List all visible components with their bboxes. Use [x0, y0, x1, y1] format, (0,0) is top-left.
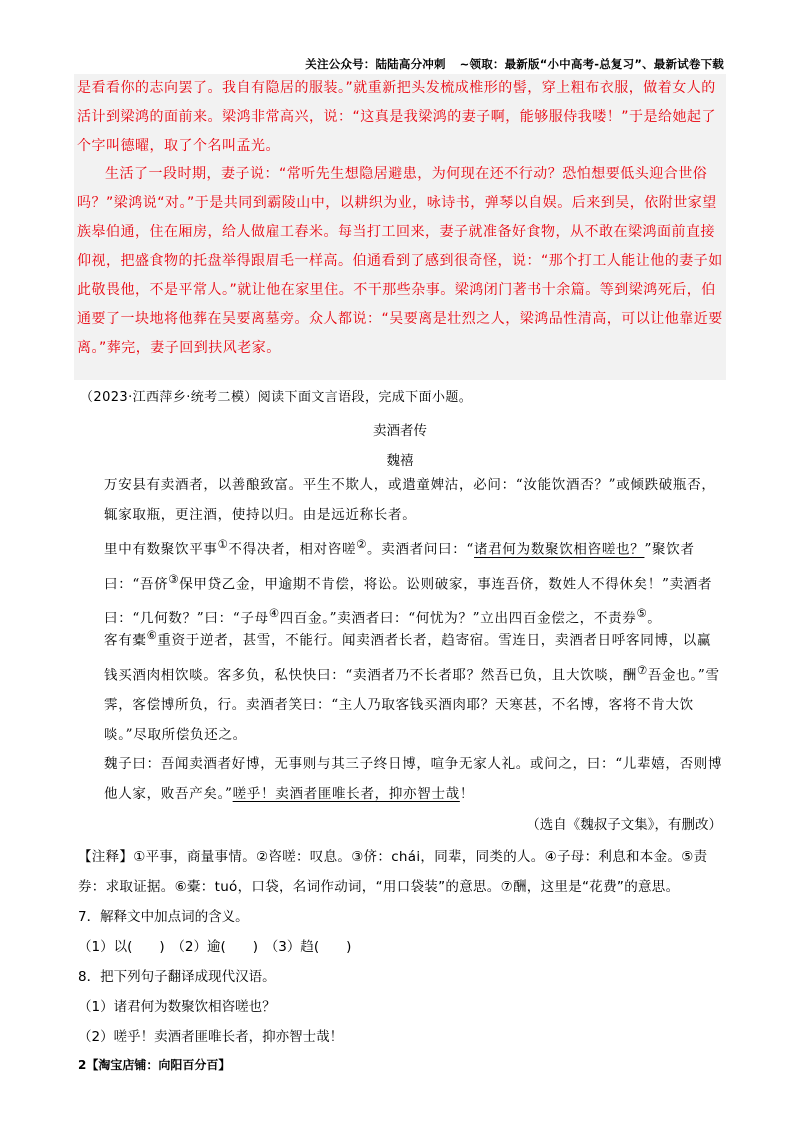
- question-8: 8．把下列句子翻译成现代汉语。: [78, 969, 276, 985]
- underlined-sentence-2: 嗟乎！卖酒者匪唯长者，抑亦智士哉: [232, 786, 460, 802]
- passage-author: 魏禧: [386, 453, 414, 469]
- passage-paragraph-4: 魏子曰：吾闻卖酒者好博，无事则与其三子终日博，喧争无家人礼。或问之，曰：“儿辈嬉，否则博他人家，败吾产矣。”嗟乎！卖酒者匪唯长者，抑亦智士哉！: [104, 756, 723, 802]
- page-header: [305, 56, 724, 72]
- translation-paragraph-2: 生活了一段时期，妻子说：“常听先生想隐居避患，为何现在还不行动？恐怕想要低头迎合世俗吗？”梁鸿说“对。”于是共同到霸陵山中，以耕织为业，咏诗书，弹琴以自娱。后来到吴，依附世家望族皋伯通，住在厢房，给人做雇工舂米。每当打工回来，妻子就准备好食物，从不敢在梁鸿面前直接仰视，把盛食物的托盘举得跟眉毛一样高。伯通看到了感到很奇怪，说：“那个打工人能让他的妻子如此敬畏他，不是平常人。”就让他在家里住。不干那些杂事。梁鸿闭门著书十余篇。等到梁鸿死后，伯通要了一块地将他葬在吴要离墓旁。众人都说：“吴要离是壮烈之人，梁鸿品性清高，可以让他靠近要离。”葬完，妻子回到扶风老家。: [77, 166, 723, 356]
- header-right: ~领取：最新版“小中高考-总复习”、最新试卷下载: [459, 57, 724, 71]
- question-8-item-1: （1）诸君何为数聚饮相咨嗟也？: [78, 999, 276, 1015]
- translation-paragraph-1: 是看看你的志向罢了。我自有隐居的服装。”就重新把头发梳成椎形的髻，穿上粗布衣服，做着女人的活计到梁鸿的面前来。梁鸿非常高兴，说：“这真是我梁鸿的妻子啊，能够服侍我喽！”于是给她起了个字叫德曜，取了个名叫孟光。: [77, 80, 717, 154]
- underlined-sentence-1: 诸君何为数聚饮相咨嗟也？: [474, 541, 645, 558]
- page-footer: 2【淘宝店铺：向阳百分百】: [78, 1058, 231, 1072]
- question-7: 7．解释文中加点词的含义。: [78, 909, 249, 925]
- answer-translation-box: [74, 74, 726, 380]
- question-source: （2023·江西萍乡·统考二模）阅读下面文言语段，完成下面小题。: [80, 390, 473, 405]
- passage-paragraph-2: 里中有数聚饮平事①不得决者，相对咨嗟②。卖酒者问曰：“诸君何为数聚饮相咨嗟也？”聚饮者曰：“吾侪③保甲贷乙金，甲逾期不肯偿，将讼。讼则破家，事连吾侪，数姓人不得休矣！”卖酒者曰：“几何数？”曰：“子母④四百金。”卖酒者曰：“何忧为？”立出四百金偿之，不责券⑤。: [104, 538, 713, 627]
- passage-title: 卖酒者传: [373, 423, 427, 439]
- header-left: 关注公众号：陆陆高分冲刺: [305, 57, 446, 71]
- question-8-item-2: （2）嗟乎！卖酒者匪唯长者，抑亦智士哉！: [78, 1029, 344, 1045]
- question-7-items: （1）以( ) （2）逾( ) （3）趋( ): [78, 939, 352, 955]
- passage-source: （选自《魏叔子文集》，有删改）: [526, 817, 722, 833]
- annotation-notes: 【注释】①平事，商量事情。②咨嗟：叹息。③侪：chái，同辈，同类的人。④子母：利息和本金。⑤责券：求取证据。⑥橐：tuó，口袋，名词作动词，“用口袋装”的意思。⑦酬，这里是“花费”的意思。: [78, 849, 708, 895]
- passage-paragraph-1: 万安县有卖酒者，以善酿致富。平生不欺人，或遣童婢沽，必问：“汝能饮酒否？”或倾跌破瓶否，辄家取瓶，更注酒，使持以归。由是远近称长者。: [104, 477, 716, 523]
- passage-paragraph-3: 客有橐⑥重资于逆者，甚雪，不能行。闻卖酒者长者，趋寄宿。雪连日，卖酒者日呼客同博，以赢钱买酒肉相饮啖。客多负，私快快曰：“卖酒者乃不长者耶？然吾已负，且大饮啖，酬⑦吾金也。”雪霁，客偿博所负，行。卖酒者笑曰：“主人乃取客钱买酒肉耶？天寒甚，不名博，客将不肯大饮啖。”尽取所偿负还之。: [104, 629, 720, 743]
